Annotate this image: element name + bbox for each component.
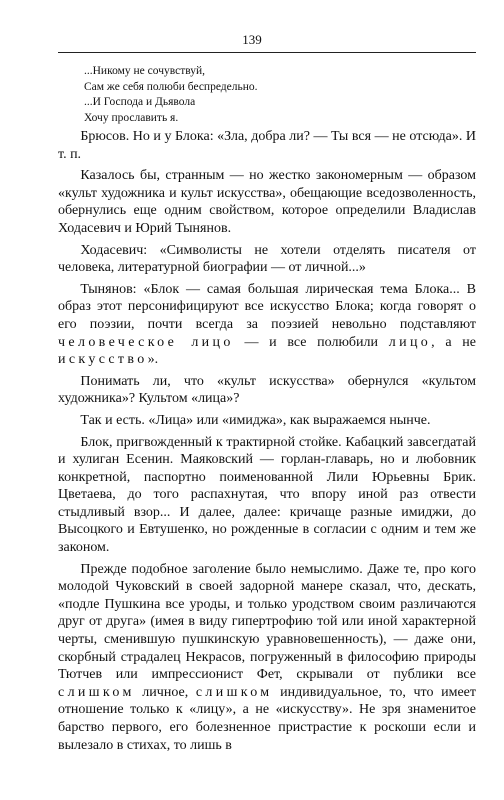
- emphasis-text: лицо: [388, 334, 432, 350]
- header-rule: [58, 52, 476, 53]
- paragraph-question: Понимать ли, что «культ искусства» обернулся «культом художника»? Культом «лица»?: [58, 373, 476, 407]
- text-run: индивидуальное, то, что имеет отношение только к «лицу», а не «искусству». Не зря знаменитое барство первого, его болезненное пристрастие к роскоши если и вылезало в стихах, то лишь в: [58, 684, 477, 753]
- text-run: Тынянов: «Блок — самая большая лирическая тема Блока... В образ этот персонифицируют все искусство Блока; когда говорят о его поэзии, почти всегда за поэзией невольно подставляют: [58, 281, 476, 332]
- text-run: Прежде подобное заголение было немыслимо. Даже те, про кого молодой Чуковский в своей задорной манере сказал, что, дескать, «подле Пушкина все уроды, и только уродством своим различаются друг от друга» (имея в виду гипертрофию той или иной характерной черты, сменившую пушкинскую уравновешенность), — даже они, скорбный страдалец Некрасов, погруженный в философию природы Тютчев или импрессионист Фет, скрывали от публики все: [58, 561, 476, 683]
- emphasis-text: слишком: [195, 684, 273, 700]
- paragraph-cult: Казалось бы, странным — но жестко закономерным — образом «культ художника и культ искусства», обещающие вседозволенность, обернулись еще одним свойством, которое определили Владислав Ходасевич и Юрий Тынянов.: [58, 168, 476, 236]
- text-run: , а не: [431, 334, 477, 350]
- paragraph-bryusov: Брюсов. Но и у Блока: «Зла, добра ли? — Ты вся — не отсюда». И т. п.: [58, 129, 476, 162]
- page-number: 139: [242, 32, 262, 47]
- epigraph-line: Сам же себя полюби беспредельно.: [84, 80, 258, 93]
- epigraph-line: ...Никому не сочувствуй,: [84, 65, 206, 77]
- epigraph: [84, 64, 444, 126]
- emphasis-text: искусство: [58, 352, 148, 368]
- text-run: ».: [147, 352, 159, 368]
- epigraph-line: ...И Господа и Дьявола: [84, 96, 196, 108]
- epigraph-line: Хочу прославить я.: [84, 111, 179, 124]
- emphasis-text: слишком: [58, 684, 135, 700]
- paragraph-tynyanov: [58, 281, 476, 369]
- emphasis-text: человеческое лицо: [58, 334, 234, 350]
- text-run: личное,: [134, 684, 196, 700]
- paragraph-image: Так и есть. «Лица» или «имиджа», как выражаемся нынче.: [80, 412, 431, 428]
- text-run: — и все полюбили: [233, 334, 389, 350]
- body-text: [58, 128, 476, 758]
- paragraph-blok-pinned: Блок, пригвожденный к трактирной стойке. Кабацкий завсегдатай и хулиган Есенин. Маяковский — горлан-главарь, но и любовник конкретной, паспортно поименованной Лили Юрьевны Брик. Цветаева, до того распахнутая, что впору иной раз отвести стыдливый взор... И далее, далее: кричаще разные имиджи, до Высоцкого и Евтушенко, но рожденные в согласии с одним и тем же законом.: [58, 434, 476, 556]
- paragraph-before: [58, 561, 476, 755]
- paragraph-khodasevich: Ходасевич: «Символисты не хотели отделять писателя от человека, литературной биографии — от личной...»: [58, 242, 476, 276]
